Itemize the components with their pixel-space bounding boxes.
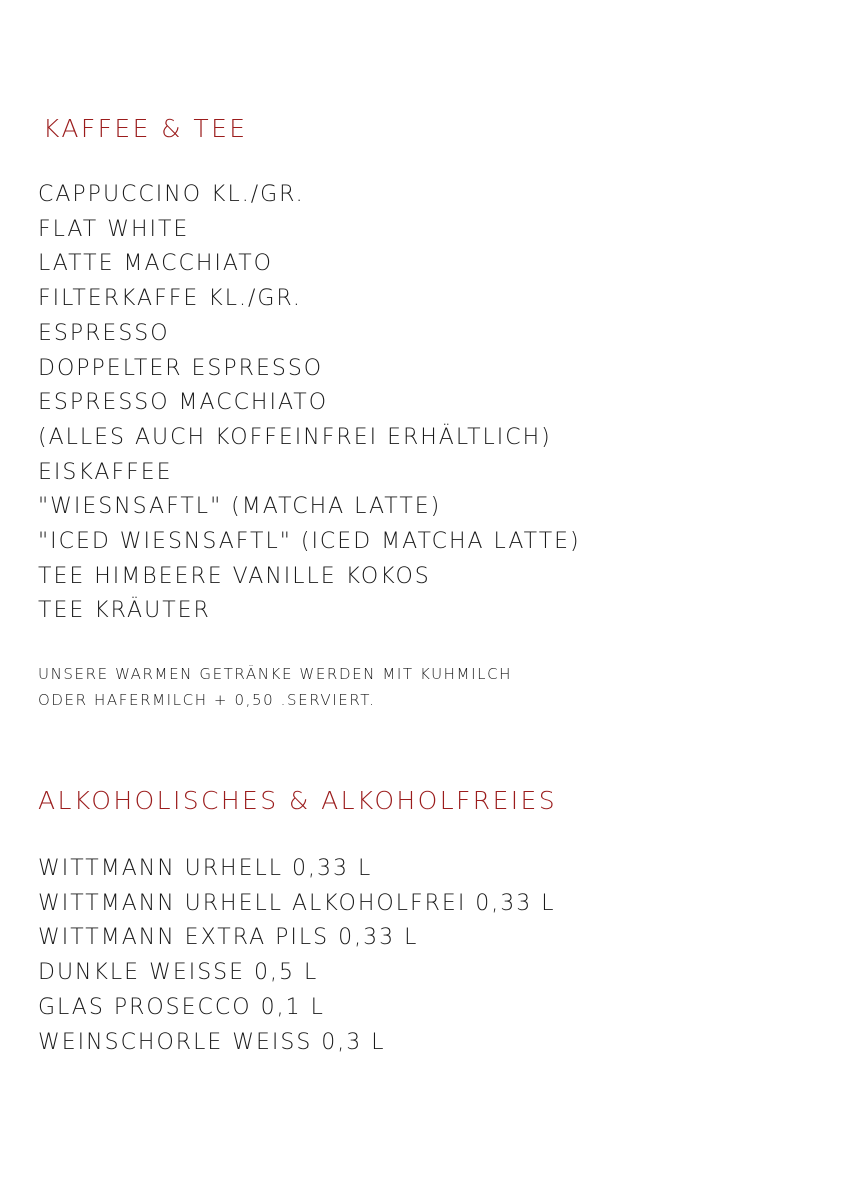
- milk-note-line-1: UNSERE WARMEN GETRÄNKE WERDEN MIT KUHMILCH: [38, 665, 513, 684]
- kaffee-tee-list: [38, 178, 581, 629]
- menu-item-flat-white: FLAT WHITE: [38, 216, 190, 242]
- menu-item-wiesnsaftl: "WIESNSAFTL" (MATCHA LATTE): [38, 494, 442, 520]
- menu-item-prosecco: GLAS PROSECCO 0,1 L: [38, 994, 325, 1020]
- menu-item-latte-macchiato: LATTE MACCHIATO: [38, 251, 273, 277]
- menu-item-tee-kraeuter: TEE KRÄUTER: [38, 598, 211, 624]
- menu-item-dunkle-weisse: DUNKLE WEISSE 0,5 L: [38, 960, 319, 986]
- section-title-kaffee-tee: KAFFEE & TEE: [43, 114, 248, 143]
- menu-item-cappuccino: CAPPUCCINO KL./GR.: [38, 182, 305, 207]
- menu-item-koffeinfrei-note: (ALLES AUCH KOFFEINFREI ERHÄLTLICH): [38, 424, 552, 450]
- menu-item-urhell-alkoholfrei: WITTMANN URHELL ALKOHOLFREI 0,33 L: [38, 890, 556, 916]
- menu-item-urhell: WITTMANN URHELL 0,33 L: [38, 856, 373, 881]
- alkohol-list: [38, 852, 557, 1060]
- menu-item-doppelter-espresso: DOPPELTER ESPRESSO: [38, 355, 324, 381]
- menu-item-weinschorle: WEINSCHORLE WEISS 0,3 L: [38, 1029, 386, 1055]
- menu-item-filterkaffe: FILTERKAFFE KL./GR.: [38, 286, 302, 312]
- menu-item-eiskaffee: EISKAFFEE: [38, 459, 173, 485]
- section-kaffee-tee: [38, 114, 581, 713]
- section-alkohol: [38, 786, 557, 1060]
- menu-item-espresso-macchiato: ESPRESSO MACCHIATO: [38, 390, 329, 416]
- milk-note-line-2: ODER HAFERMILCH + 0,50 .SERVIERT.: [38, 691, 376, 710]
- section-title-alkohol: ALKOHOLISCHES & ALKOHOLFREIES: [38, 786, 558, 815]
- menu-item-espresso: ESPRESSO: [38, 320, 170, 346]
- menu-item-tee-himbeere: TEE HIMBEERE VANILLE KOKOS: [38, 563, 431, 589]
- menu-item-iced-wiesnsaftl: "ICED WIESNSAFTL" (ICED MATCHA LATTE): [38, 529, 581, 555]
- menu-item-extra-pils: WITTMANN EXTRA PILS 0,33 L: [38, 925, 419, 951]
